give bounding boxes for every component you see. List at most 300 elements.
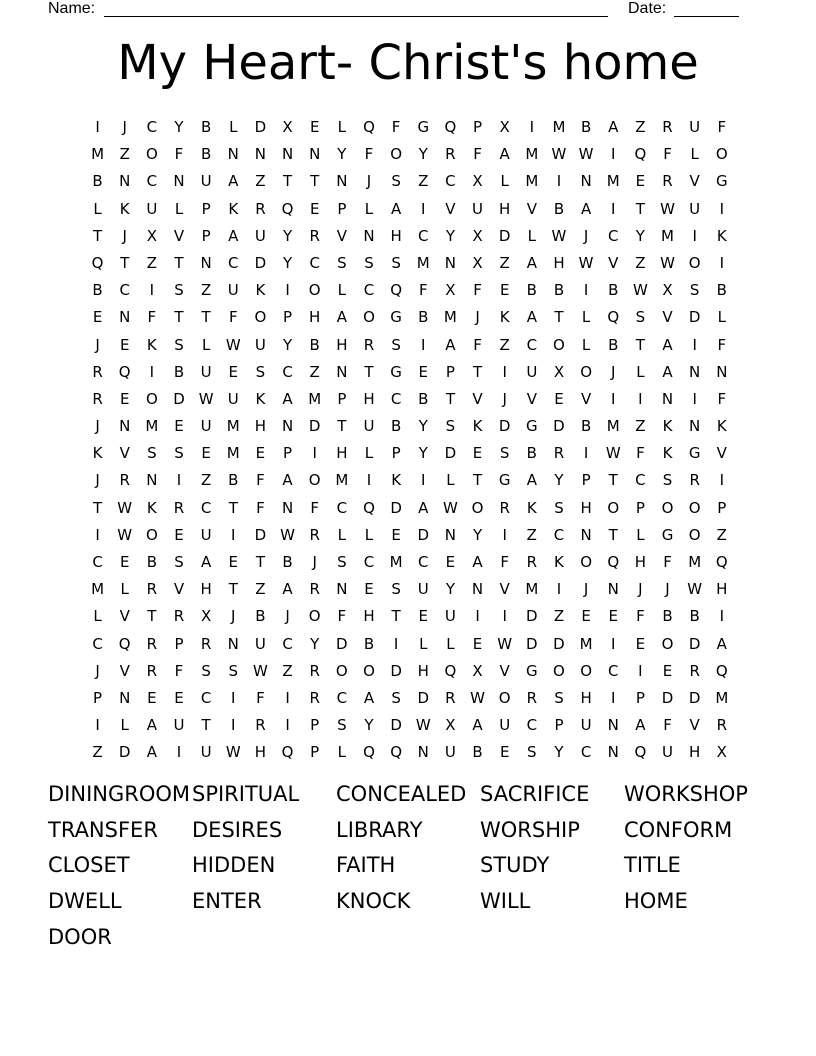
grid-cell[interactable]: P bbox=[554, 716, 564, 735]
grid-cell[interactable]: M bbox=[91, 580, 105, 599]
grid-cell[interactable]: D bbox=[661, 688, 674, 707]
grid-cell[interactable]: C bbox=[635, 471, 646, 490]
grid-cell[interactable]: W bbox=[551, 226, 567, 245]
grid-cell[interactable]: Z bbox=[309, 362, 320, 381]
grid-cell[interactable]: Z bbox=[499, 335, 510, 354]
grid-cell[interactable]: L bbox=[717, 308, 726, 327]
grid-cell[interactable]: T bbox=[201, 716, 211, 735]
grid-cell[interactable]: U bbox=[444, 743, 456, 762]
grid-cell[interactable]: B bbox=[526, 444, 537, 463]
grid-cell[interactable]: V bbox=[689, 716, 700, 735]
grid-cell[interactable]: R bbox=[309, 226, 320, 245]
grid-cell[interactable]: B bbox=[363, 634, 375, 653]
grid-cell[interactable]: N bbox=[689, 417, 701, 436]
grid-cell[interactable]: F bbox=[256, 471, 265, 490]
grid-cell[interactable]: D bbox=[688, 308, 701, 327]
grid-cell[interactable]: N bbox=[227, 634, 239, 653]
grid-cell[interactable]: Y bbox=[174, 118, 184, 136]
grid-cell[interactable]: V bbox=[173, 580, 185, 599]
grid-cell[interactable]: N bbox=[281, 145, 294, 164]
grid-cell[interactable]: B bbox=[173, 362, 185, 381]
grid-cell[interactable]: D bbox=[118, 743, 131, 762]
grid-cell[interactable]: T bbox=[174, 308, 184, 327]
grid-cell[interactable]: I bbox=[502, 607, 507, 626]
grid-cell[interactable]: I bbox=[502, 525, 507, 544]
grid-cell[interactable]: N bbox=[146, 471, 158, 490]
grid-cell[interactable]: V bbox=[472, 389, 483, 408]
grid-cell[interactable]: G bbox=[498, 471, 511, 490]
grid-cell[interactable]: W bbox=[632, 281, 648, 300]
grid-cell[interactable]: Y bbox=[418, 444, 428, 463]
grid-cell[interactable]: R bbox=[309, 688, 320, 707]
grid-cell[interactable]: K bbox=[146, 335, 157, 354]
grid-cell[interactable]: X bbox=[553, 362, 565, 381]
grid-cell[interactable]: I bbox=[231, 716, 236, 735]
grid-cell[interactable]: E bbox=[309, 118, 320, 136]
grid-cell[interactable]: S bbox=[499, 444, 510, 463]
grid-cell[interactable]: L bbox=[446, 634, 455, 653]
grid-cell[interactable]: A bbox=[146, 716, 157, 735]
grid-cell[interactable]: L bbox=[419, 634, 428, 653]
grid-cell[interactable]: W bbox=[117, 498, 133, 517]
grid-cell[interactable]: F bbox=[256, 498, 265, 517]
grid-cell[interactable]: G bbox=[526, 417, 538, 436]
grid-cell[interactable]: Y bbox=[418, 417, 428, 436]
grid-cell[interactable]: A bbox=[228, 172, 239, 191]
grid-cell[interactable]: L bbox=[337, 118, 347, 136]
grid-cell[interactable]: T bbox=[92, 226, 103, 245]
grid-cell[interactable]: A bbox=[282, 471, 293, 490]
grid-cell[interactable]: S bbox=[635, 308, 646, 327]
grid-cell[interactable]: Q bbox=[390, 743, 403, 762]
grid-cell[interactable]: A bbox=[662, 362, 673, 381]
grid-cell[interactable]: H bbox=[336, 444, 348, 463]
grid-cell[interactable]: B bbox=[418, 308, 429, 327]
grid-cell[interactable]: I bbox=[95, 118, 100, 136]
grid-cell[interactable]: X bbox=[282, 118, 293, 136]
grid-cell[interactable]: D bbox=[390, 498, 402, 517]
grid-cell[interactable]: I bbox=[285, 688, 290, 707]
grid-cell[interactable]: C bbox=[363, 553, 375, 571]
grid-cell[interactable]: X bbox=[445, 716, 456, 735]
grid-cell[interactable]: O bbox=[607, 498, 620, 517]
grid-cell[interactable]: S bbox=[554, 498, 564, 517]
grid-cell[interactable]: O bbox=[145, 525, 158, 544]
grid-cell[interactable]: Q bbox=[715, 553, 728, 571]
grid-cell[interactable]: X bbox=[472, 661, 483, 680]
grid-cell[interactable]: J bbox=[475, 308, 480, 327]
grid-cell[interactable]: G bbox=[688, 444, 701, 463]
grid-cell[interactable]: L bbox=[337, 525, 347, 544]
grid-cell[interactable]: K bbox=[716, 417, 727, 436]
grid-cell[interactable]: I bbox=[475, 607, 480, 626]
grid-cell[interactable]: M bbox=[389, 553, 403, 571]
grid-cell[interactable]: R bbox=[146, 661, 158, 680]
grid-cell[interactable]: P bbox=[310, 743, 320, 762]
grid-cell[interactable]: K bbox=[499, 308, 510, 327]
grid-cell[interactable]: U bbox=[200, 743, 212, 762]
grid-cell[interactable]: H bbox=[363, 389, 375, 408]
grid-cell[interactable]: B bbox=[282, 553, 293, 571]
grid-cell[interactable]: J bbox=[95, 661, 100, 680]
grid-cell[interactable]: N bbox=[336, 580, 348, 599]
grid-cell[interactable]: N bbox=[580, 172, 592, 191]
grid-cell[interactable]: Z bbox=[92, 743, 103, 762]
grid-cell[interactable]: G bbox=[390, 362, 402, 381]
grid-cell[interactable]: R bbox=[173, 607, 185, 626]
grid-cell[interactable]: E bbox=[174, 525, 184, 544]
grid-cell[interactable]: I bbox=[312, 444, 317, 463]
grid-cell[interactable]: Z bbox=[418, 172, 429, 191]
grid-cell[interactable]: T bbox=[255, 553, 265, 571]
grid-cell[interactable]: A bbox=[526, 253, 537, 272]
grid-cell[interactable]: E bbox=[635, 634, 646, 653]
grid-cell[interactable]: N bbox=[336, 172, 348, 191]
grid-cell[interactable]: D bbox=[173, 389, 185, 408]
grid-cell[interactable]: U bbox=[689, 118, 701, 136]
grid-cell[interactable]: R bbox=[445, 688, 456, 707]
grid-cell[interactable]: C bbox=[282, 362, 293, 381]
grid-cell[interactable]: H bbox=[499, 199, 511, 218]
grid-cell[interactable]: V bbox=[662, 308, 673, 327]
grid-cell[interactable]: R bbox=[146, 634, 158, 653]
grid-cell[interactable]: X bbox=[662, 281, 673, 300]
grid-cell[interactable]: Q bbox=[91, 253, 104, 272]
grid-cell[interactable]: L bbox=[527, 226, 536, 245]
grid-cell[interactable]: E bbox=[418, 607, 428, 626]
grid-cell[interactable]: L bbox=[201, 335, 211, 354]
grid-cell[interactable]: L bbox=[636, 362, 645, 381]
grid-cell[interactable]: F bbox=[337, 607, 347, 626]
grid-cell[interactable]: B bbox=[553, 199, 565, 218]
grid-cell[interactable]: O bbox=[335, 661, 348, 680]
grid-cell[interactable]: R bbox=[119, 471, 130, 490]
grid-cell[interactable]: M bbox=[552, 118, 566, 136]
grid-cell[interactable]: B bbox=[309, 335, 320, 354]
grid-cell[interactable]: I bbox=[176, 743, 182, 762]
grid-cell[interactable]: F bbox=[717, 389, 727, 408]
grid-cell[interactable]: Q bbox=[363, 118, 375, 136]
grid-cell[interactable]: N bbox=[119, 172, 131, 191]
grid-cell[interactable]: Q bbox=[607, 308, 620, 327]
grid-cell[interactable]: V bbox=[119, 661, 130, 680]
grid-cell[interactable]: O bbox=[145, 389, 158, 408]
grid-cell[interactable]: D bbox=[498, 226, 511, 245]
grid-cell[interactable]: O bbox=[553, 661, 565, 680]
grid-cell[interactable]: I bbox=[611, 389, 616, 408]
grid-cell[interactable]: Z bbox=[635, 118, 646, 136]
grid-cell[interactable]: U bbox=[200, 417, 212, 436]
grid-cell[interactable]: J bbox=[583, 226, 589, 245]
grid-cell[interactable]: N bbox=[661, 389, 674, 408]
grid-cell[interactable]: I bbox=[149, 362, 155, 381]
grid-cell[interactable]: Q bbox=[363, 743, 375, 762]
grid-cell[interactable]: C bbox=[200, 688, 212, 707]
grid-cell[interactable]: I bbox=[719, 471, 725, 490]
grid-cell[interactable]: V bbox=[716, 444, 727, 463]
grid-cell[interactable]: E bbox=[309, 199, 320, 218]
grid-cell[interactable]: C bbox=[92, 634, 103, 653]
grid-cell[interactable]: I bbox=[583, 444, 589, 463]
grid-cell[interactable]: S bbox=[174, 281, 184, 300]
grid-cell[interactable]: U bbox=[227, 389, 239, 408]
grid-cell[interactable]: I bbox=[611, 145, 616, 164]
grid-cell[interactable]: H bbox=[417, 661, 429, 680]
grid-cell[interactable]: B bbox=[716, 281, 727, 300]
grid-cell[interactable]: Y bbox=[337, 145, 347, 164]
grid-cell[interactable]: K bbox=[554, 553, 564, 571]
grid-cell[interactable]: I bbox=[285, 716, 290, 735]
grid-cell[interactable]: S bbox=[201, 661, 211, 680]
grid-cell[interactable]: F bbox=[663, 553, 672, 571]
grid-cell[interactable]: H bbox=[634, 553, 647, 571]
grid-cell[interactable]: K bbox=[662, 417, 673, 436]
grid-cell[interactable]: O bbox=[498, 688, 511, 707]
grid-cell[interactable]: N bbox=[444, 253, 457, 272]
grid-cell[interactable]: T bbox=[147, 607, 157, 626]
grid-cell[interactable]: H bbox=[363, 607, 375, 626]
grid-cell[interactable]: U bbox=[417, 580, 429, 599]
grid-cell[interactable]: P bbox=[445, 362, 455, 381]
grid-cell[interactable]: I bbox=[611, 634, 616, 653]
grid-cell[interactable]: V bbox=[119, 607, 130, 626]
grid-cell[interactable]: Z bbox=[635, 253, 646, 272]
grid-cell[interactable]: P bbox=[283, 308, 293, 327]
grid-cell[interactable]: D bbox=[553, 634, 565, 653]
grid-cell[interactable]: S bbox=[527, 743, 537, 762]
grid-cell[interactable]: S bbox=[337, 716, 347, 735]
grid-cell[interactable]: O bbox=[580, 362, 592, 381]
grid-cell[interactable]: C bbox=[608, 661, 619, 680]
grid-cell[interactable]: R bbox=[309, 525, 320, 544]
grid-cell[interactable]: D bbox=[254, 253, 267, 272]
grid-cell[interactable]: T bbox=[608, 525, 618, 544]
grid-cell[interactable]: H bbox=[254, 417, 267, 436]
grid-cell[interactable]: W bbox=[442, 498, 458, 517]
grid-cell[interactable]: E bbox=[472, 444, 483, 463]
grid-cell[interactable]: R bbox=[92, 389, 103, 408]
grid-cell[interactable]: R bbox=[309, 580, 320, 599]
grid-cell[interactable]: A bbox=[445, 335, 456, 354]
grid-cell[interactable]: N bbox=[173, 172, 185, 191]
grid-cell[interactable]: D bbox=[444, 444, 457, 463]
grid-cell[interactable]: O bbox=[553, 335, 565, 354]
grid-cell[interactable]: A bbox=[608, 118, 619, 136]
grid-cell[interactable]: L bbox=[446, 471, 455, 490]
grid-cell[interactable]: J bbox=[665, 580, 670, 599]
grid-cell[interactable]: X bbox=[146, 226, 157, 245]
grid-cell[interactable]: M bbox=[525, 580, 539, 599]
grid-cell[interactable]: P bbox=[283, 444, 293, 463]
grid-cell[interactable]: M bbox=[579, 634, 593, 653]
grid-cell[interactable]: Y bbox=[418, 145, 428, 164]
grid-cell[interactable]: U bbox=[254, 226, 266, 245]
grid-cell[interactable]: P bbox=[310, 716, 320, 735]
grid-cell[interactable]: S bbox=[554, 688, 564, 707]
grid-cell[interactable]: P bbox=[473, 118, 483, 136]
grid-cell[interactable]: L bbox=[364, 525, 374, 544]
grid-cell[interactable]: W bbox=[225, 335, 241, 354]
grid-cell[interactable]: Y bbox=[282, 335, 293, 354]
grid-cell[interactable]: E bbox=[472, 634, 483, 653]
grid-cell[interactable]: M bbox=[606, 417, 620, 436]
grid-cell[interactable]: C bbox=[200, 498, 212, 517]
grid-cell[interactable]: O bbox=[308, 607, 321, 626]
grid-cell[interactable]: I bbox=[421, 199, 426, 218]
grid-cell[interactable]: Z bbox=[282, 661, 293, 680]
grid-cell[interactable]: E bbox=[499, 743, 510, 762]
grid-cell[interactable]: V bbox=[119, 444, 130, 463]
grid-cell[interactable]: C bbox=[445, 172, 456, 191]
grid-cell[interactable]: I bbox=[231, 525, 236, 544]
grid-cell[interactable]: N bbox=[607, 580, 619, 599]
grid-cell[interactable]: L bbox=[174, 199, 184, 218]
grid-cell[interactable]: L bbox=[364, 199, 374, 218]
grid-cell[interactable]: S bbox=[337, 553, 347, 571]
grid-cell[interactable]: T bbox=[310, 172, 320, 191]
grid-cell[interactable]: T bbox=[282, 172, 293, 191]
grid-cell[interactable]: O bbox=[363, 661, 375, 680]
grid-cell[interactable]: S bbox=[391, 335, 401, 354]
grid-cell[interactable]: D bbox=[688, 634, 701, 653]
grid-cell[interactable]: K bbox=[255, 389, 266, 408]
grid-cell[interactable]: E bbox=[635, 172, 646, 191]
grid-cell[interactable]: N bbox=[200, 253, 212, 272]
grid-cell[interactable]: J bbox=[122, 118, 127, 136]
grid-cell[interactable]: T bbox=[445, 389, 455, 408]
grid-cell[interactable]: R bbox=[255, 716, 266, 735]
grid-cell[interactable]: E bbox=[554, 389, 564, 408]
grid-cell[interactable]: L bbox=[93, 607, 102, 626]
grid-cell[interactable]: S bbox=[228, 661, 239, 680]
grid-cell[interactable]: H bbox=[254, 743, 267, 762]
grid-cell[interactable]: V bbox=[580, 389, 592, 408]
grid-cell[interactable]: X bbox=[200, 607, 212, 626]
grid-cell[interactable]: M bbox=[606, 172, 620, 191]
grid-cell[interactable]: L bbox=[581, 308, 591, 327]
grid-cell[interactable]: M bbox=[443, 308, 457, 327]
grid-cell[interactable]: I bbox=[556, 580, 562, 599]
grid-cell[interactable]: A bbox=[526, 471, 537, 490]
grid-cell[interactable]: T bbox=[391, 607, 401, 626]
grid-cell[interactable]: M bbox=[226, 417, 240, 436]
grid-cell[interactable]: Y bbox=[445, 226, 455, 245]
grid-cell[interactable]: S bbox=[391, 253, 401, 272]
grid-cell[interactable]: E bbox=[445, 553, 456, 571]
grid-cell[interactable]: H bbox=[580, 498, 592, 517]
grid-cell[interactable]: B bbox=[580, 118, 592, 136]
grid-cell[interactable]: U bbox=[526, 362, 538, 381]
grid-cell[interactable]: A bbox=[282, 389, 293, 408]
grid-cell[interactable]: J bbox=[366, 172, 372, 191]
grid-cell[interactable]: U bbox=[200, 172, 212, 191]
grid-cell[interactable]: Q bbox=[281, 743, 294, 762]
grid-cell[interactable]: E bbox=[608, 607, 618, 626]
grid-cell[interactable]: R bbox=[662, 118, 673, 136]
grid-cell[interactable]: D bbox=[390, 661, 402, 680]
grid-cell[interactable]: L bbox=[500, 172, 509, 191]
grid-cell[interactable]: Y bbox=[554, 471, 564, 490]
grid-cell[interactable]: C bbox=[309, 253, 320, 272]
grid-cell[interactable]: B bbox=[418, 389, 429, 408]
grid-cell[interactable]: U bbox=[254, 634, 266, 653]
grid-cell[interactable]: Q bbox=[281, 199, 294, 218]
grid-cell[interactable]: E bbox=[119, 335, 130, 354]
grid-cell[interactable]: E bbox=[92, 308, 103, 327]
grid-cell[interactable]: I bbox=[638, 661, 643, 680]
grid-cell[interactable]: R bbox=[689, 661, 700, 680]
grid-cell[interactable]: T bbox=[120, 253, 130, 272]
grid-cell[interactable]: L bbox=[690, 145, 699, 164]
grid-cell[interactable]: C bbox=[146, 118, 158, 136]
grid-cell[interactable]: Y bbox=[445, 580, 455, 599]
grid-cell[interactable]: F bbox=[717, 335, 727, 354]
grid-cell[interactable]: E bbox=[228, 362, 239, 381]
grid-cell[interactable]: N bbox=[471, 580, 484, 599]
grid-cell[interactable]: Q bbox=[390, 281, 403, 300]
grid-cell[interactable]: Z bbox=[200, 471, 212, 490]
grid-cell[interactable]: R bbox=[255, 199, 266, 218]
grid-cell[interactable]: P bbox=[174, 634, 184, 653]
grid-cell[interactable]: J bbox=[95, 471, 100, 490]
grid-cell[interactable]: R bbox=[526, 553, 538, 571]
grid-cell[interactable]: B bbox=[580, 417, 592, 436]
grid-cell[interactable]: Q bbox=[634, 145, 647, 164]
grid-cell[interactable]: E bbox=[174, 688, 184, 707]
grid-cell[interactable]: W bbox=[578, 145, 594, 164]
grid-cell[interactable]: P bbox=[337, 199, 347, 218]
grid-cell[interactable]: T bbox=[228, 580, 238, 599]
grid-cell[interactable]: M bbox=[335, 471, 349, 490]
grid-cell[interactable]: W bbox=[660, 199, 675, 218]
grid-cell[interactable]: I bbox=[176, 471, 182, 490]
grid-cell[interactable]: X bbox=[472, 226, 483, 245]
grid-cell[interactable]: X bbox=[716, 743, 727, 762]
grid-cell[interactable]: U bbox=[472, 199, 484, 218]
grid-cell[interactable]: F bbox=[473, 281, 482, 300]
grid-cell[interactable]: R bbox=[716, 716, 728, 735]
grid-cell[interactable]: P bbox=[201, 226, 211, 245]
grid-cell[interactable]: W bbox=[280, 525, 295, 544]
grid-cell[interactable]: H bbox=[553, 253, 565, 272]
grid-cell[interactable]: O bbox=[580, 661, 592, 680]
grid-cell[interactable]: J bbox=[312, 553, 317, 571]
grid-cell[interactable]: W bbox=[470, 688, 485, 707]
grid-cell[interactable]: K bbox=[119, 199, 130, 218]
grid-cell[interactable]: L bbox=[337, 743, 347, 762]
grid-cell[interactable]: C bbox=[390, 389, 402, 408]
grid-cell[interactable]: P bbox=[581, 471, 591, 490]
grid-cell[interactable]: D bbox=[417, 688, 430, 707]
grid-cell[interactable]: Q bbox=[118, 362, 131, 381]
grid-cell[interactable]: U bbox=[580, 716, 592, 735]
grid-cell[interactable]: N bbox=[689, 362, 701, 381]
grid-cell[interactable]: N bbox=[363, 226, 375, 245]
grid-cell[interactable]: C bbox=[526, 716, 538, 735]
grid-cell[interactable]: R bbox=[689, 471, 700, 490]
grid-cell[interactable]: N bbox=[309, 145, 321, 164]
grid-cell[interactable]: A bbox=[472, 716, 483, 735]
grid-cell[interactable]: E bbox=[228, 553, 239, 571]
grid-cell[interactable]: A bbox=[336, 308, 347, 327]
grid-cell[interactable]: I bbox=[421, 335, 426, 354]
grid-cell[interactable]: R bbox=[526, 688, 538, 707]
grid-cell[interactable]: T bbox=[174, 253, 184, 272]
grid-cell[interactable]: Z bbox=[119, 145, 130, 164]
grid-cell[interactable]: X bbox=[472, 172, 483, 191]
grid-cell[interactable]: C bbox=[608, 226, 619, 245]
grid-cell[interactable]: O bbox=[661, 634, 674, 653]
